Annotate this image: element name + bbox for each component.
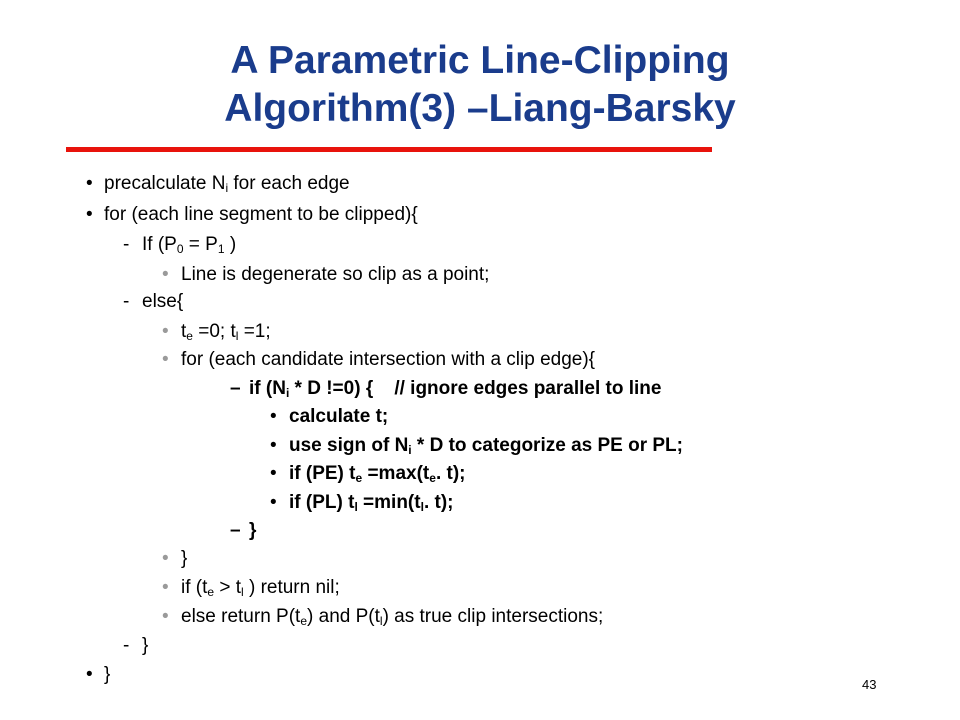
- bullet-marker: •: [86, 204, 93, 225]
- bullet-marker: •: [270, 406, 277, 427]
- code-line-1: precalculate $N_i$ for each edge: [104, 173, 350, 195]
- page-number: 43: [862, 677, 877, 692]
- code-line-2: for (each line segment to be clipped){: [104, 204, 418, 225]
- dash-marker: -: [123, 635, 130, 656]
- code-line-4: Line is degenerate so clip as a point;: [181, 264, 490, 285]
- dash-marker: -: [123, 291, 130, 312]
- title-underline: [66, 147, 712, 152]
- bullet-marker: •: [162, 264, 169, 285]
- code-line-14: }: [181, 548, 188, 569]
- bullet-marker: •: [86, 664, 93, 685]
- code-line-10: use sign of $N_i$ * D to categorize as PE or PL;: [289, 435, 683, 457]
- code-line-8: if ($N_i$ * D !=0) { // ignore edges parallel to line: [249, 378, 662, 400]
- bullet-marker: •: [162, 606, 169, 627]
- bullet-marker: •: [270, 492, 277, 513]
- code-line-12: if (PL) $t_l =\min(t_l$. t);: [289, 492, 454, 514]
- dash-marker: -: [123, 234, 130, 255]
- bullet-marker: •: [162, 321, 169, 342]
- code-line-13: }: [249, 520, 257, 541]
- bullet-marker: •: [86, 173, 93, 194]
- code-line-11: if (PE) $t_e =\max(t_e$. t);: [289, 463, 466, 485]
- code-line-18: }: [104, 664, 111, 685]
- code-line-9: calculate t;: [289, 406, 389, 427]
- bullet-marker: •: [162, 548, 169, 569]
- slide-title-line2: Algorithm(3) –Liang-Barsky: [224, 87, 736, 130]
- slide-title-line1: A Parametric Line-Clipping: [230, 39, 730, 82]
- code-line-5: else{: [142, 291, 184, 312]
- code-line-3: If ($P_0 = P_1$ ): [142, 234, 237, 256]
- bullet-marker: •: [270, 463, 277, 484]
- code-line-6: $t_e =0$; $t_l =1$;: [181, 321, 271, 343]
- code-line-17: }: [142, 635, 149, 656]
- code-line-15: if ($t_e > t_l$ ) return nil;: [181, 577, 340, 599]
- bullet-marker: •: [270, 435, 277, 456]
- bullet-marker: •: [162, 349, 169, 370]
- code-line-16: else return $P(t_e)$ and $P(t_l)$ as true clip intersections;: [181, 606, 604, 628]
- bullet-marker: •: [162, 577, 169, 598]
- endash-marker: –: [230, 378, 241, 399]
- endash-marker: –: [230, 520, 241, 541]
- code-line-7: for (each candidate intersection with a clip edge){: [181, 349, 596, 370]
